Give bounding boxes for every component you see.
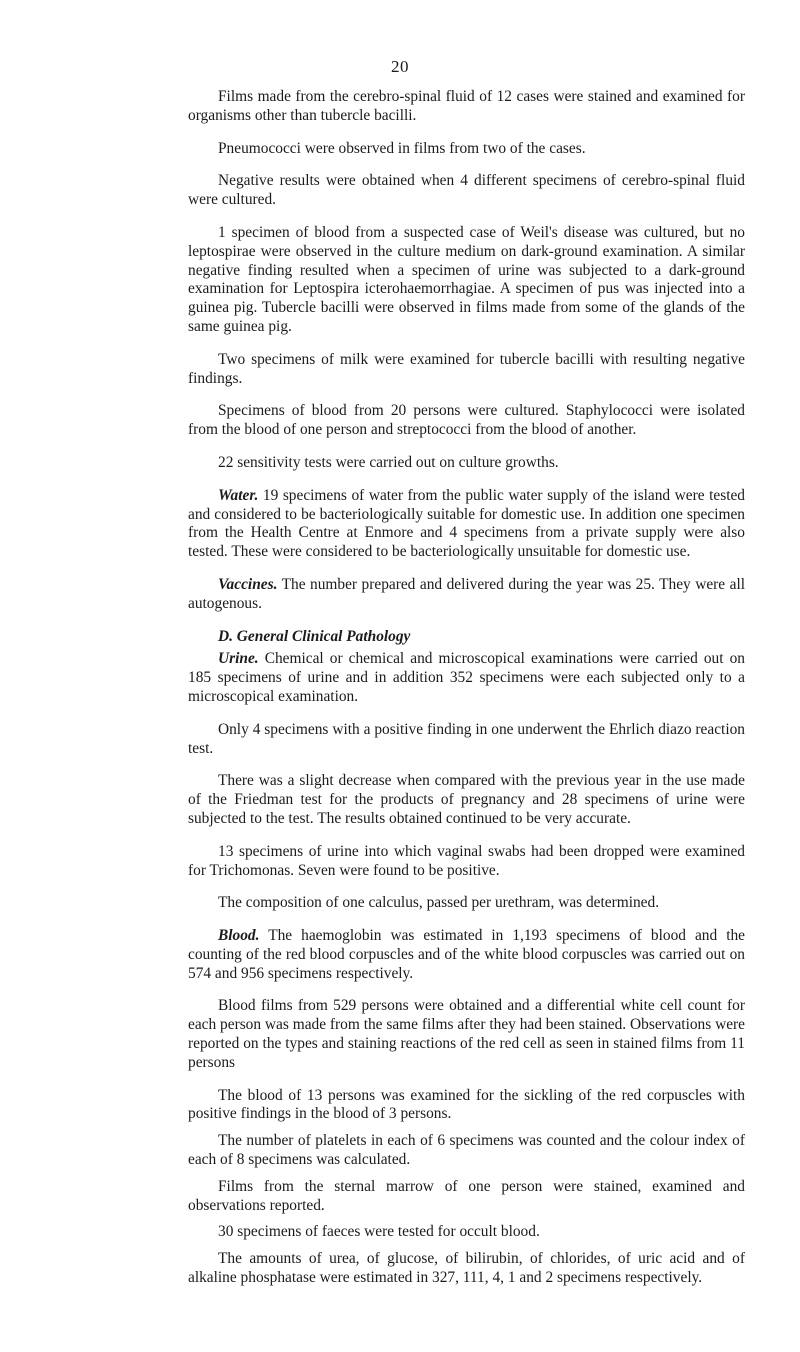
paragraph-csf-films: Films made from the cerebro-spinal fluid of 12 cases were stained and examined for organisms other than tubercle bacilli. <box>188 88 745 124</box>
water-lead: Water. <box>218 486 259 504</box>
paragraph-weils-disease: 1 specimen of blood from a suspected case of Weil's disease was cultured, but no leptospirae were observed in the culture medium on dark-ground examination. A similar negative finding resulted when a specimen of urine was subjected to a dark-ground examination for Leptospira icterohaemorrhagiae. A specimen of pus was injected into a guinea pig. Tubercle bacilli were observed in films made from some of the glands of the same guinea pig. <box>188 223 745 335</box>
paragraph-chemistry: The amounts of urea, of glucose, of bilirubin, of chlorides, of uric acid and of alkaline phosphatase were estimated in 327, 111, 4, 1 and 2 specimens respectively. <box>188 1250 745 1287</box>
vaccines-lead: Vaccines. <box>218 575 278 593</box>
paragraph-milk: Two specimens of milk were examined for tubercle bacilli with resulting negative findings. <box>188 350 745 387</box>
paragraph-platelets: The number of platelets in each of 6 specimens was counted and the colour index of each of 8 specimens was calculated. <box>188 1132 745 1169</box>
paragraph-trichomonas: 13 specimens of urine into which vaginal swabs had been dropped were examined for Trichomonas. Seven were found to be positive. <box>188 842 745 879</box>
urine-text: Chemical or chemical and microscopical examinations were carried out on 185 specimens of urine and in addition 352 specimens were each subjected only to a microscopical examination. <box>188 650 745 705</box>
page-number: 20 <box>391 57 409 76</box>
paragraph-faeces: 30 specimens of faeces were tested for occult blood. <box>218 1223 540 1241</box>
paragraph-sensitivity-tests: 22 sensitivity tests were carried out on culture growths. <box>218 453 559 471</box>
blood-lead: Blood. <box>218 927 260 945</box>
water-text: 19 specimens of water from the public water supply of the island were tested and considered to be bacteriologically suitable for domestic use. In addition one specimen from the Health Centre at Enmore and 4 specimens from a private supply were also tested. These were considered to be bacteriologically unsuitable for domestic use. <box>188 486 745 561</box>
urine-lead: Urine. <box>218 650 259 668</box>
section-heading: D. General Clinical Pathology <box>218 627 411 645</box>
paragraph-ehrlich: Only 4 specimens with a positive finding in one underwent the Ehrlich diazo reaction test. <box>188 720 745 757</box>
paragraph-blood-films: Blood films from 529 persons were obtained and a differential white cell count for each person was made from the same films after they had been stained. Observations were reported on the types and staining reactions of the red cell as seen in stained films from 11 persons <box>188 997 745 1071</box>
paragraph-friedman: There was a slight decrease when compared with the previous year in the use made of the Friedman test for the products of pregnancy and 28 specimens of urine were subjected to the test. The results obtained continued to be very accurate. <box>188 772 745 827</box>
paragraph-urine <box>188 650 745 706</box>
paragraph-blood <box>188 927 745 983</box>
paragraph-pneumococci: Pneumococci were observed in films from two of the cases. <box>218 139 586 157</box>
vaccines-text: The number prepared and delivered during the year was 25. They were all autogenous. <box>188 575 745 612</box>
paragraph-csf-negative: Negative results were obtained when 4 different specimens of cerebro-spinal fluid were cultured. <box>188 172 745 209</box>
blood-text: The haemoglobin was estimated in 1,193 specimens of blood and the counting of the red blood corpuscles and of the white blood corpuscles was carried out on 574 and 956 specimens respectively. <box>188 927 745 982</box>
paragraph-sternal-marrow: Films from the sternal marrow of one person were stained, examined and observations reported. <box>188 1177 745 1214</box>
paragraph-calculus: The composition of one calculus, passed per urethram, was determined. <box>218 894 660 912</box>
paragraph-water <box>188 487 745 562</box>
paragraph-blood-cultures: Specimens of blood from 20 persons were cultured. Staphylococci were isolated from the blood of one person and streptococci from the blood of another. <box>188 402 745 439</box>
paragraph-sickling: The blood of 13 persons was examined for the sickling of the red corpuscles with positive findings in the blood of 3 persons. <box>188 1086 745 1123</box>
document-body <box>188 88 745 1296</box>
paragraph-vaccines <box>188 576 745 614</box>
